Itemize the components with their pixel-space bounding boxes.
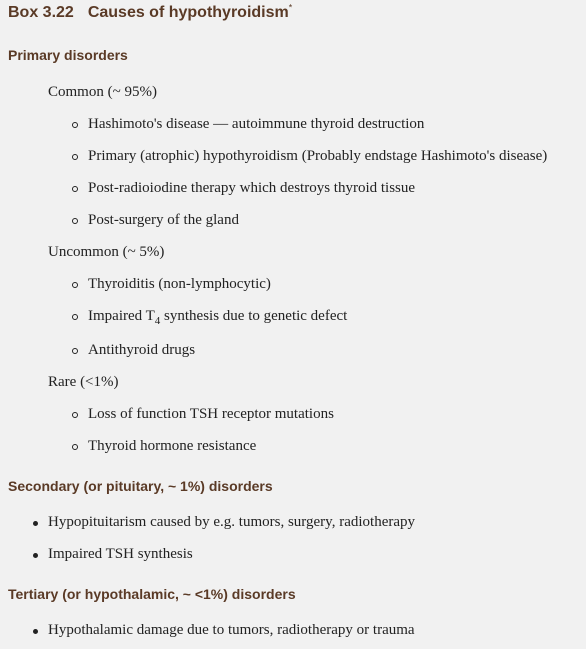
list-item: Post-radioiodine therapy which destroys thyroid tissue	[88, 180, 416, 196]
list-item: Hypothalamic damage due to tumors, radiotherapy or trauma	[48, 622, 415, 638]
list-item: Antithyroid drugs	[88, 342, 196, 358]
subscript: 4	[154, 315, 161, 327]
list-item: Post-surgery of the gland	[88, 212, 239, 228]
list-item: Impaired TSH synthesis	[48, 546, 193, 562]
box-number: Box 3.22	[8, 4, 74, 21]
list-item: Hashimoto's disease — autoimmune thyroid destruction	[88, 116, 425, 132]
list-item-text: Impaired T	[88, 308, 155, 324]
list-item: Primary (atrophic) hypothyroidism (Probably endstage Hashimoto's disease)	[88, 148, 548, 164]
tertiary-heading: Tertiary (or hypothalamic, ~ <1%) disorders	[8, 586, 296, 602]
list-item: Thyroiditis (non-lymphocytic)	[88, 276, 271, 292]
rare-label: Rare (<1%)	[48, 374, 119, 390]
secondary-heading: Secondary (or pituitary, ~ 1%) disorders	[8, 478, 273, 494]
list-item: Loss of function TSH receptor mutations	[88, 406, 334, 422]
box-title	[8, 4, 292, 22]
list-item-text: synthesis due to genetic defect	[160, 308, 348, 324]
list-item: Thyroid hormone resistance	[88, 438, 257, 454]
common-label: Common (~ 95%)	[48, 84, 157, 100]
list-item	[88, 308, 347, 327]
list-item: Hypopituitarism caused by e.g. tumors, surgery, radiotherapy	[48, 514, 416, 530]
box-title-text: Causes of hypothyroidism	[87, 4, 289, 21]
primary-heading: Primary disorders	[8, 47, 128, 63]
footnote-link[interactable]: *	[288, 2, 293, 13]
uncommon-label: Uncommon (~ 5%)	[48, 244, 165, 260]
